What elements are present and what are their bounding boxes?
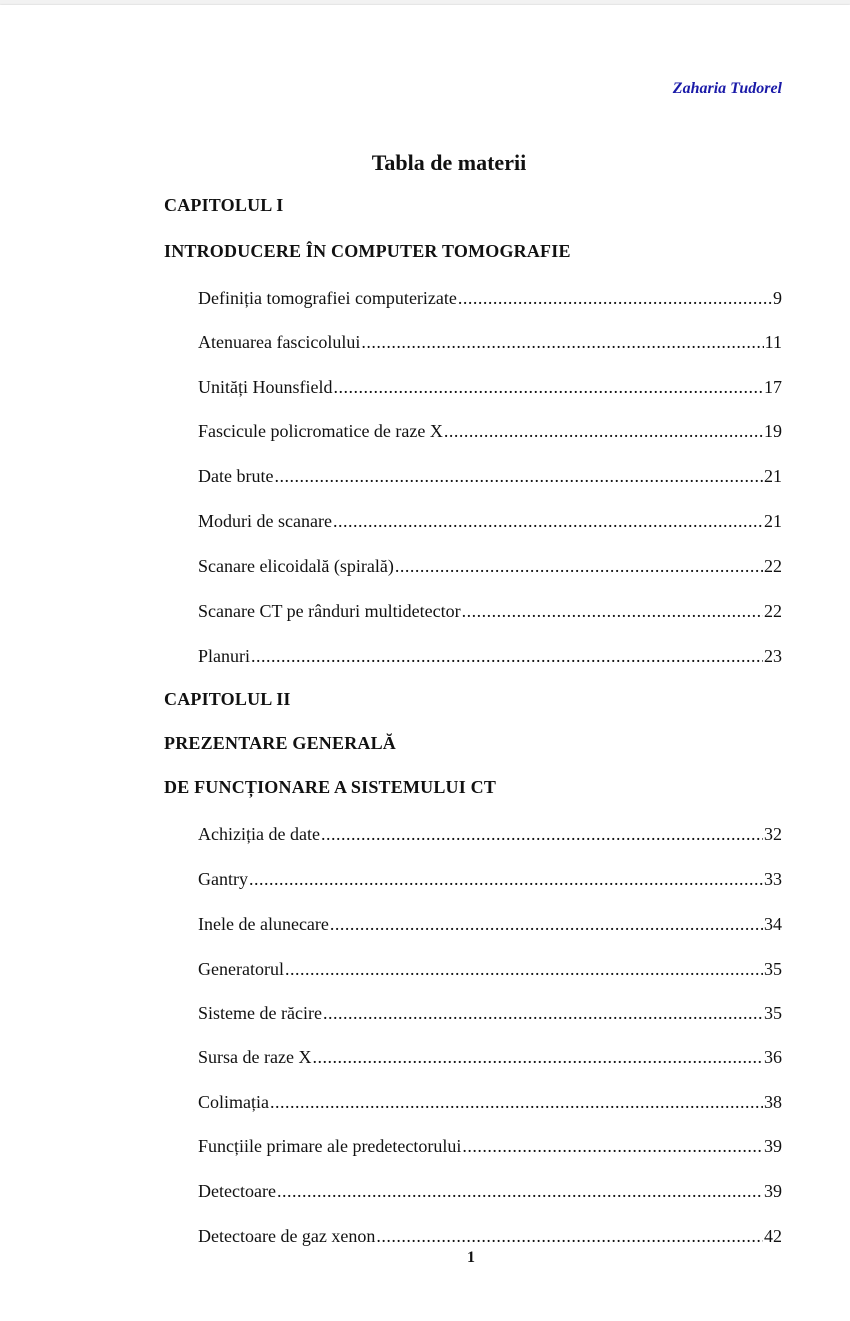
chapter-1-title: INTRODUCERE ÎN COMPUTER TOMOGRAFIE — [164, 241, 571, 261]
toc-leader — [458, 287, 772, 309]
toc-leader — [333, 510, 763, 532]
toc-leader — [274, 465, 763, 487]
toc-leader — [361, 331, 763, 353]
toc-entry-page: 33 — [764, 869, 782, 889]
toc-leader — [376, 1225, 763, 1247]
toc-entry-page: 32 — [764, 824, 782, 844]
author-name: Zaharia Tudorel — [672, 80, 782, 97]
toc-entry-page: 11 — [764, 332, 782, 352]
toc-entry-page: 34 — [764, 914, 782, 934]
toc-entry-label: Date brute — [198, 466, 274, 486]
toc-leader — [395, 555, 763, 577]
toc-entry-label: Definiția tomografiei computerizate — [198, 288, 457, 308]
page-number: 1 — [467, 1249, 475, 1266]
toc-entry-label: Moduri de scanare — [198, 511, 332, 531]
toc-entry-label: Achiziția de date — [198, 824, 320, 844]
toc-leader — [333, 376, 763, 398]
toc-entry-label: Detectoare — [198, 1181, 276, 1201]
toc-entry[interactable] — [198, 420, 782, 442]
toc-entry[interactable] — [198, 1180, 782, 1202]
toc-leader — [249, 868, 763, 890]
toc-entry[interactable] — [198, 287, 782, 309]
toc-title: Tabla de materii — [371, 150, 527, 175]
toc-leader — [270, 1091, 763, 1113]
toc-entry-label: Inele de alunecare — [198, 914, 329, 934]
toc-entry-label: Generatorul — [198, 959, 284, 979]
toc-entry-label: Colimația — [198, 1092, 269, 1112]
toc-entry-label: Unități Hounsfield — [198, 377, 333, 397]
toc-entry[interactable] — [198, 510, 782, 532]
toc-leader — [251, 645, 763, 667]
toc-entry-label: Scanare elicoidală (spirală) — [198, 556, 394, 576]
toc-entry[interactable] — [198, 376, 782, 398]
toc-entry[interactable] — [198, 1002, 782, 1024]
toc-entry-page: 17 — [764, 377, 782, 397]
toc-leader — [444, 420, 763, 442]
toc-leader — [285, 958, 763, 980]
document-page — [0, 5, 850, 1321]
toc-entry-page: 21 — [764, 466, 782, 486]
toc-entry-page: 36 — [764, 1047, 782, 1067]
toc-entry-label: Funcțiile primare ale predetectorului — [198, 1136, 462, 1156]
toc-leader — [321, 823, 763, 845]
toc-entry-label: Sisteme de răcire — [198, 1003, 322, 1023]
toc-entry[interactable] — [198, 1135, 782, 1157]
toc-entry[interactable] — [198, 868, 782, 890]
toc-leader — [277, 1180, 763, 1202]
toc-entry-page: 38 — [764, 1092, 782, 1112]
toc-entry-page: 21 — [764, 511, 782, 531]
toc-entry[interactable] — [198, 555, 782, 577]
toc-entry-label: Detectoare de gaz xenon — [198, 1226, 376, 1246]
toc-entry-page: 42 — [764, 1226, 782, 1246]
toc-entry-page: 22 — [764, 556, 782, 576]
toc-entry[interactable] — [198, 1046, 782, 1068]
chapter-2-heading: CAPITOLUL II — [164, 689, 291, 709]
toc-entry-label: Gantry — [198, 869, 248, 889]
toc-entry-page: 23 — [764, 646, 782, 666]
toc-entry[interactable] — [198, 958, 782, 980]
toc-entry[interactable] — [198, 645, 782, 667]
toc-entry-page: 39 — [764, 1181, 782, 1201]
toc-entry-label: Atenuarea fascicolului — [198, 332, 361, 352]
toc-entry-page: 35 — [764, 1003, 782, 1023]
toc-entry-label: Fascicule policromatice de raze X — [198, 421, 443, 441]
toc-entry-page: 39 — [764, 1136, 782, 1156]
toc-entry[interactable] — [198, 823, 782, 845]
toc-leader — [462, 1135, 763, 1157]
toc-entry-page: 9 — [773, 288, 782, 308]
toc-entry-label: Sursa de raze X — [198, 1047, 312, 1067]
toc-leader — [330, 913, 763, 935]
chapter-2-title-line-2: DE FUNCȚIONARE A SISTEMULUI CT — [164, 777, 497, 797]
toc-leader — [312, 1046, 763, 1068]
toc-entry[interactable] — [198, 465, 782, 487]
toc-entry-label: Planuri — [198, 646, 250, 666]
toc-leader — [462, 600, 763, 622]
toc-entry[interactable] — [198, 913, 782, 935]
toc-entry[interactable] — [198, 600, 782, 622]
toc-leader — [323, 1002, 763, 1024]
toc-entry-page: 35 — [764, 959, 782, 979]
chapter-2-title: PREZENTARE GENERALĂ — [164, 733, 396, 753]
toc-entry[interactable] — [198, 1091, 782, 1113]
chapter-1-heading: CAPITOLUL I — [164, 195, 284, 215]
toc-entry-page: 19 — [764, 421, 782, 441]
toc-entry-page: 22 — [764, 601, 782, 621]
toc-entry[interactable] — [198, 331, 782, 353]
toc-entry[interactable] — [198, 1225, 782, 1247]
toc-entry-label: Scanare CT pe rânduri multidetector — [198, 601, 461, 621]
